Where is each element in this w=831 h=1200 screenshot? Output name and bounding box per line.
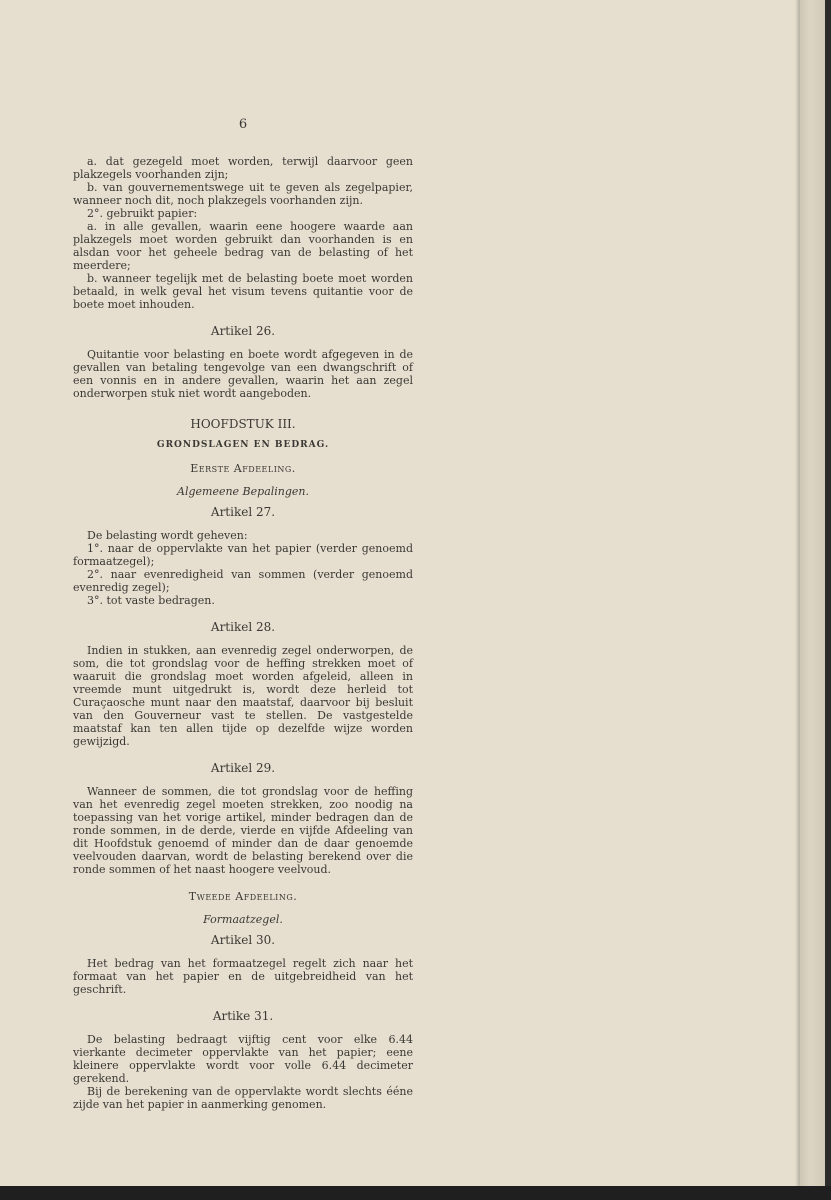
article-30-title: Artikel 30. [210, 933, 276, 947]
section-subtitle: Algemeene Bepalingen. [177, 485, 309, 498]
paragraph: a. dat gezegeld moet worden, terwijl daarvoor geen plakzegels voorhanden zijn; [73, 155, 413, 181]
article-26-title: Artikel 26. [210, 324, 276, 338]
article-27-title: Artikel 27. [210, 505, 276, 519]
paragraph: De belasting wordt geheven: [87, 529, 248, 542]
section-subtitle: Formaatzegel. [203, 913, 283, 926]
paragraph: 3°. tot vaste bedragen. [87, 594, 215, 607]
article-29-title: Artikel 29. [210, 761, 276, 775]
section-title: Eerste Afdeeling. [190, 462, 296, 475]
page-number: 6 [238, 117, 248, 132]
article-29-text: Wanneer de sommen, die tot grondslag voor de heffing van het evenredig zegel moeten strekken, zoo noodig na toepassing van het vorige artikel, minder bedragen dan de ronde sommen, in de derde, vierde en vijfde Afdeeling van dit Hoofdstuk genoemd of minder dan de daar genoemde veelvouden daarvan, wordt de belasting berekend over die ronde sommen of het naast hoogere veelvoud. [73, 785, 413, 876]
paragraph: 2°. naar evenredigheid van sommen (verder genoemd evenredig zegel); [73, 568, 413, 594]
chapter-title: HOOFDSTUK III. [190, 417, 296, 431]
paragraph: b. wanneer tegelijk met de belasting boete moet worden betaald, in welk geval het visum tevens quitantie voor de boete moet inhouden. [73, 272, 413, 311]
page-content [73, 118, 413, 1111]
paragraph: 2°. gebruikt papier: [87, 207, 198, 220]
chapter-subtitle: GRONDSLAGEN EN BEDRAG. [156, 440, 330, 450]
article-26-text: Quitantie voor belasting en boete wordt afgegeven in de gevallen van betaling tengevolge van een dwangschrift of een vonnis en in andere gevallen, waarin het aan zegel onderworpen stuk niet wordt aangeboden. [73, 348, 413, 400]
page-edge [800, 0, 825, 1200]
paragraph: a. in alle gevallen, waarin eene hoogere waarde aan plakzegels moet worden gebruikt dan voorhanden is en alsdan voor het geheele bedrag van de belasting of het meerdere; [73, 220, 413, 272]
scan-background [0, 1186, 831, 1200]
paragraph: Bij de berekening van de oppervlakte wordt slechts ééne zijde van het papier in aanmerking genomen. [73, 1085, 413, 1111]
paragraph: b. van gouvernementswege uit te geven als zegelpapier, wanneer noch dit, noch plakzegels voorhanden zijn. [73, 181, 413, 207]
paragraph: De belasting bedraagt vijftig cent voor elke 6.44 vierkante decimeter oppervlakte van het papier; eene kleinere oppervlakte wordt voor volle 6.44 decimeter gerekend. [73, 1033, 413, 1085]
paragraph: 1°. naar de oppervlakte van het papier (verder genoemd formaatzegel); [73, 542, 413, 568]
article-28-text: Indien in stukken, aan evenredig zegel onderworpen, de som, die tot grondslag voor de heffing strekken moet of waaruit die grondslag moet worden afgeleid, alleen in vreemde munt uitgedrukt is, wordt deze herleid tot Curaçaosche munt naar den maatstaf, daarvoor bij besluit van den Gouverneur vast te stellen. De vastgestelde maatstaf kan ten allen tijde op dezelfde wijze worden gewijzigd. [73, 644, 413, 748]
section-title: Tweede Afdeeling. [188, 890, 298, 903]
article-31-title: Artike 31. [212, 1009, 274, 1023]
article-28-title: Artikel 28. [210, 620, 276, 634]
article-30-text: Het bedrag van het formaatzegel regelt zich naar het formaat van het papier en de uitgebreidheid van het geschrift. [73, 957, 413, 996]
